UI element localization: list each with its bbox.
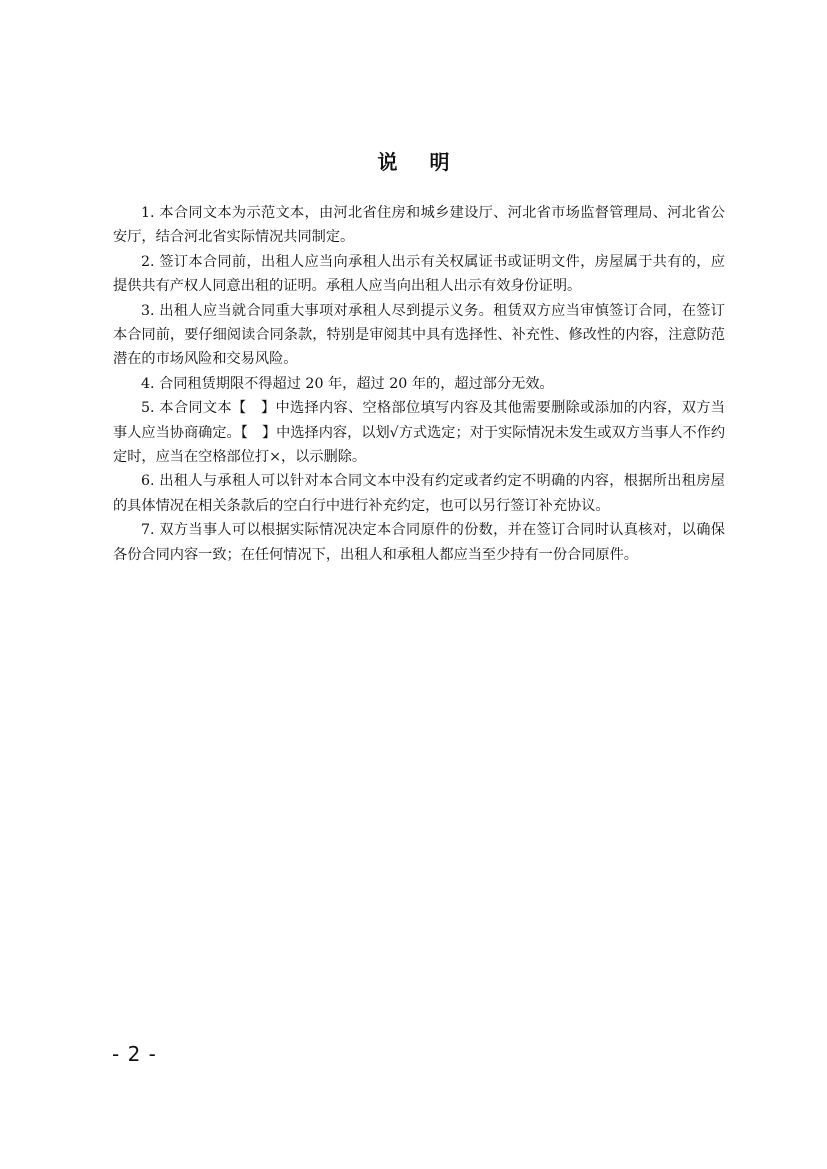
instruction-paragraph-5: 5. 本合同文本【 】中选择内容、空格部位填写内容及其他需要删除或添加的内容，双方当事人应当协商确定。【 】中选择内容，以划√方式选定；对于实际情况未发生或双方当事人不作约定时，应当在空格部位打×，以示删除。 <box>113 400 726 466</box>
instructions-body <box>113 201 725 567</box>
instruction-paragraph-2: 2. 签订本合同前，出租人应当向承租人出示有关权属证书或证明文件，房屋属于共有的，应提供共有产权人同意出租的证明。承租人应当向出租人出示有效身份证明。 <box>113 253 725 295</box>
instruction-paragraph-4: 4. 合同租赁期限不得超过 20 年，超过 20 年的，超过部分无效。 <box>141 375 554 392</box>
instruction-paragraph-3: 3. 出租人应当就合同重大事项对承租人尽到提示义务。租赁双方应当审慎签订合同，在签订本合同前，要仔细阅读合同条款，特别是审阅其中具有选择性、补充性、修改性的内容，注意防范潜在的市场风险和交易风险。 <box>113 302 725 368</box>
page-title-left-char: 说 <box>377 150 398 174</box>
instruction-paragraph-6: 6. 出租人与承租人可以针对本合同文本中没有约定或者约定不明确的内容，根据所出租房屋的具体情况在相关条款后的空白行中进行补充约定，也可以另行签订补充协议。 <box>113 473 725 514</box>
instruction-paragraph-7: 7. 双方当事人可以根据实际情况决定本合同原件的份数，并在签订合同时认真核对，以确保各份合同内容一致；在任何情况下，出租人和承租人都应当至少持有一份合同原件。 <box>113 522 725 563</box>
page-number: - 2 - <box>112 1042 157 1066</box>
instruction-paragraph-1: 1. 本合同文本为示范文本，由河北省住房和城乡建设厅、河北省市场监督管理局、河北省公安厅，结合河北省实际情况共同制定。 <box>113 205 725 246</box>
page-title <box>0 146 827 175</box>
page-title-right-char: 明 <box>429 150 450 174</box>
